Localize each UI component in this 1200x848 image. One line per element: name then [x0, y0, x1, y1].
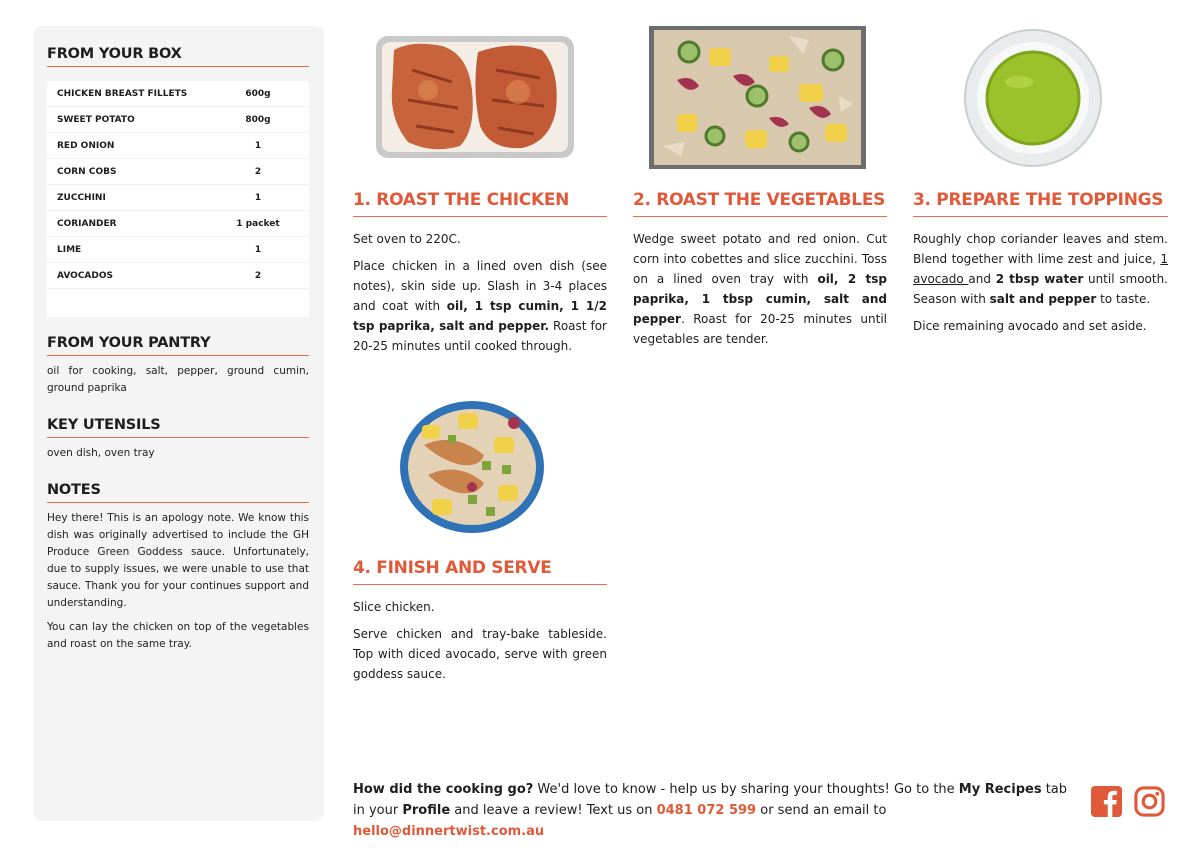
- ingredient-row: [47, 263, 309, 289]
- feedback-footer: [353, 779, 1073, 842]
- roast-vegetables-photo: [649, 26, 866, 169]
- step-text: Place chicken in a lined oven dish (see notes), skin side up. Slash in 3-4 places and coat with: [353, 259, 607, 313]
- pantry-heading: FROM YOUR PANTRY: [47, 335, 309, 356]
- step-1-text: [353, 256, 607, 356]
- ingredient-qty: 2: [254, 270, 262, 281]
- step-3: [913, 190, 1168, 336]
- step-1: [353, 190, 607, 356]
- ingredient-row: [47, 81, 309, 107]
- ingredient-name: CORN COBS: [57, 166, 117, 177]
- notes-paragraph: Hey there! This is an apology note. We know this dish was originally advertised to include the GH Produce Green Goddess sauce. Unfortunately, due to supply issues, we were unable to use that sauce. Thank you for your continues support and understanding.: [47, 512, 309, 609]
- step-text-bold: salt and pepper: [989, 292, 1097, 306]
- step-text: Wedge sweet potato and red onion. Cut corn into cobettes and slice zucchini. Toss on a lined oven tray with: [633, 232, 887, 286]
- ingredient-row: [47, 185, 309, 211]
- step-text-bold: oil, 2 tsp paprika, 1 tbsp cumin, salt and pepper: [633, 272, 887, 326]
- phone-number-link[interactable]: 0481 072 599: [656, 803, 757, 818]
- ingredient-row: [47, 237, 309, 263]
- step-1-text: Set oven to 220C.: [353, 232, 461, 246]
- step-3-text: Dice remaining avocado and set aside.: [913, 319, 1147, 333]
- ingredient-name: ZUCCHINI: [57, 192, 106, 203]
- step-text-bold: 2 tbsp water: [995, 272, 1084, 286]
- step-4-title: 4. FINISH AND SERVE: [353, 558, 607, 585]
- footer-text: We'd love to know - help us by sharing your thoughts! Go to the: [533, 782, 959, 797]
- profile-label: Profile: [402, 803, 451, 818]
- my-recipes-label: My Recipes: [958, 782, 1042, 797]
- footer-question: How did the cooking go?: [353, 782, 534, 797]
- notes-paragraph: You can lay the chicken on top of the vegetables and roast on the same tray.: [47, 621, 309, 650]
- step-4-text: Slice chicken.: [353, 600, 435, 614]
- pantry-list: oil for cooking, salt, pepper, ground cumin, ground paprika: [47, 365, 309, 394]
- instagram-icon[interactable]: [1134, 786, 1165, 817]
- step-2-body: [633, 229, 887, 349]
- ingredient-qty: 2: [254, 166, 262, 177]
- step-text: . Roast for 20-25 minutes until vegetables are tender.: [633, 312, 887, 346]
- step-3-title: 3. PREPARE THE TOPPINGS: [913, 190, 1168, 217]
- ingredient-name: SWEET POTATO: [57, 114, 135, 125]
- ingredients-table: [47, 81, 309, 317]
- box-heading: FROM YOUR BOX: [47, 46, 309, 67]
- step-2-title: 2. ROAST THE VEGETABLES: [633, 190, 887, 217]
- notes-heading: NOTES: [47, 482, 309, 503]
- ingredient-qty: 800g: [245, 114, 271, 125]
- ingredient-qty: 1: [254, 140, 262, 151]
- step-text-bold: oil, 1 tsp cumin, 1 1/2 tsp paprika, salt and pepper.: [353, 299, 607, 333]
- ingredient-row: [47, 107, 309, 133]
- step-text: Roughly chop coriander leaves and stem. Blend together with lime zest and juice,: [913, 232, 1168, 266]
- finished-dish-photo: [398, 395, 546, 535]
- utensils-list: oven dish, oven tray: [47, 447, 155, 459]
- footer-text: or send an email to: [756, 803, 887, 818]
- step-4-body: [353, 597, 607, 684]
- utensils-text: [47, 445, 309, 462]
- footer-text: tab in your: [353, 782, 1068, 818]
- ingredient-qty: 600g: [245, 88, 271, 99]
- step-4: [353, 558, 607, 684]
- step-2-text: [633, 229, 887, 349]
- ingredient-name: RED ONION: [57, 140, 115, 151]
- sidebar: [33, 26, 324, 821]
- step-text: Roast for 20-25 minutes until cooked through.: [353, 319, 607, 353]
- notes-text: [47, 510, 309, 653]
- step-3-text: [913, 229, 1168, 309]
- green-sauce-photo: [963, 28, 1103, 168]
- ingredient-row: [47, 159, 309, 185]
- ingredient-qty: 1 packet: [236, 218, 280, 229]
- step-text: to taste.: [1096, 292, 1151, 306]
- ingredient-name: LIME: [57, 244, 82, 255]
- step-1-body: [353, 229, 607, 356]
- ingredient-row: [47, 133, 309, 159]
- ingredient-name: AVOCADOS: [57, 270, 113, 281]
- ingredient-name: CORIANDER: [57, 218, 117, 229]
- ingredient-qty: 1: [254, 192, 262, 203]
- step-2: [633, 190, 887, 349]
- step-3-body: [913, 229, 1168, 336]
- ingredient-name: CHICKEN BREAST FILLETS: [57, 88, 188, 99]
- step-text: and: [968, 272, 996, 286]
- utensils-heading: KEY UTENSILS: [47, 417, 309, 438]
- ingredient-qty: 1: [254, 244, 262, 255]
- roast-chicken-photo: [372, 30, 578, 162]
- ingredient-row: [47, 211, 309, 237]
- step-text-underlined: 1 avocado: [913, 252, 1168, 286]
- step-text: until smooth. Season with: [913, 272, 1168, 306]
- facebook-icon[interactable]: [1091, 786, 1122, 817]
- pantry-text: [47, 363, 309, 397]
- step-4-text: Serve chicken and tray-bake tableside. Top with diced avocado, serve with green goddess sauce.: [353, 627, 607, 681]
- step-1-title: 1. ROAST THE CHICKEN: [353, 190, 607, 217]
- email-link[interactable]: hello@dinnertwist.com.au: [353, 824, 545, 839]
- footer-text: and leave a review! Text us on: [450, 803, 657, 818]
